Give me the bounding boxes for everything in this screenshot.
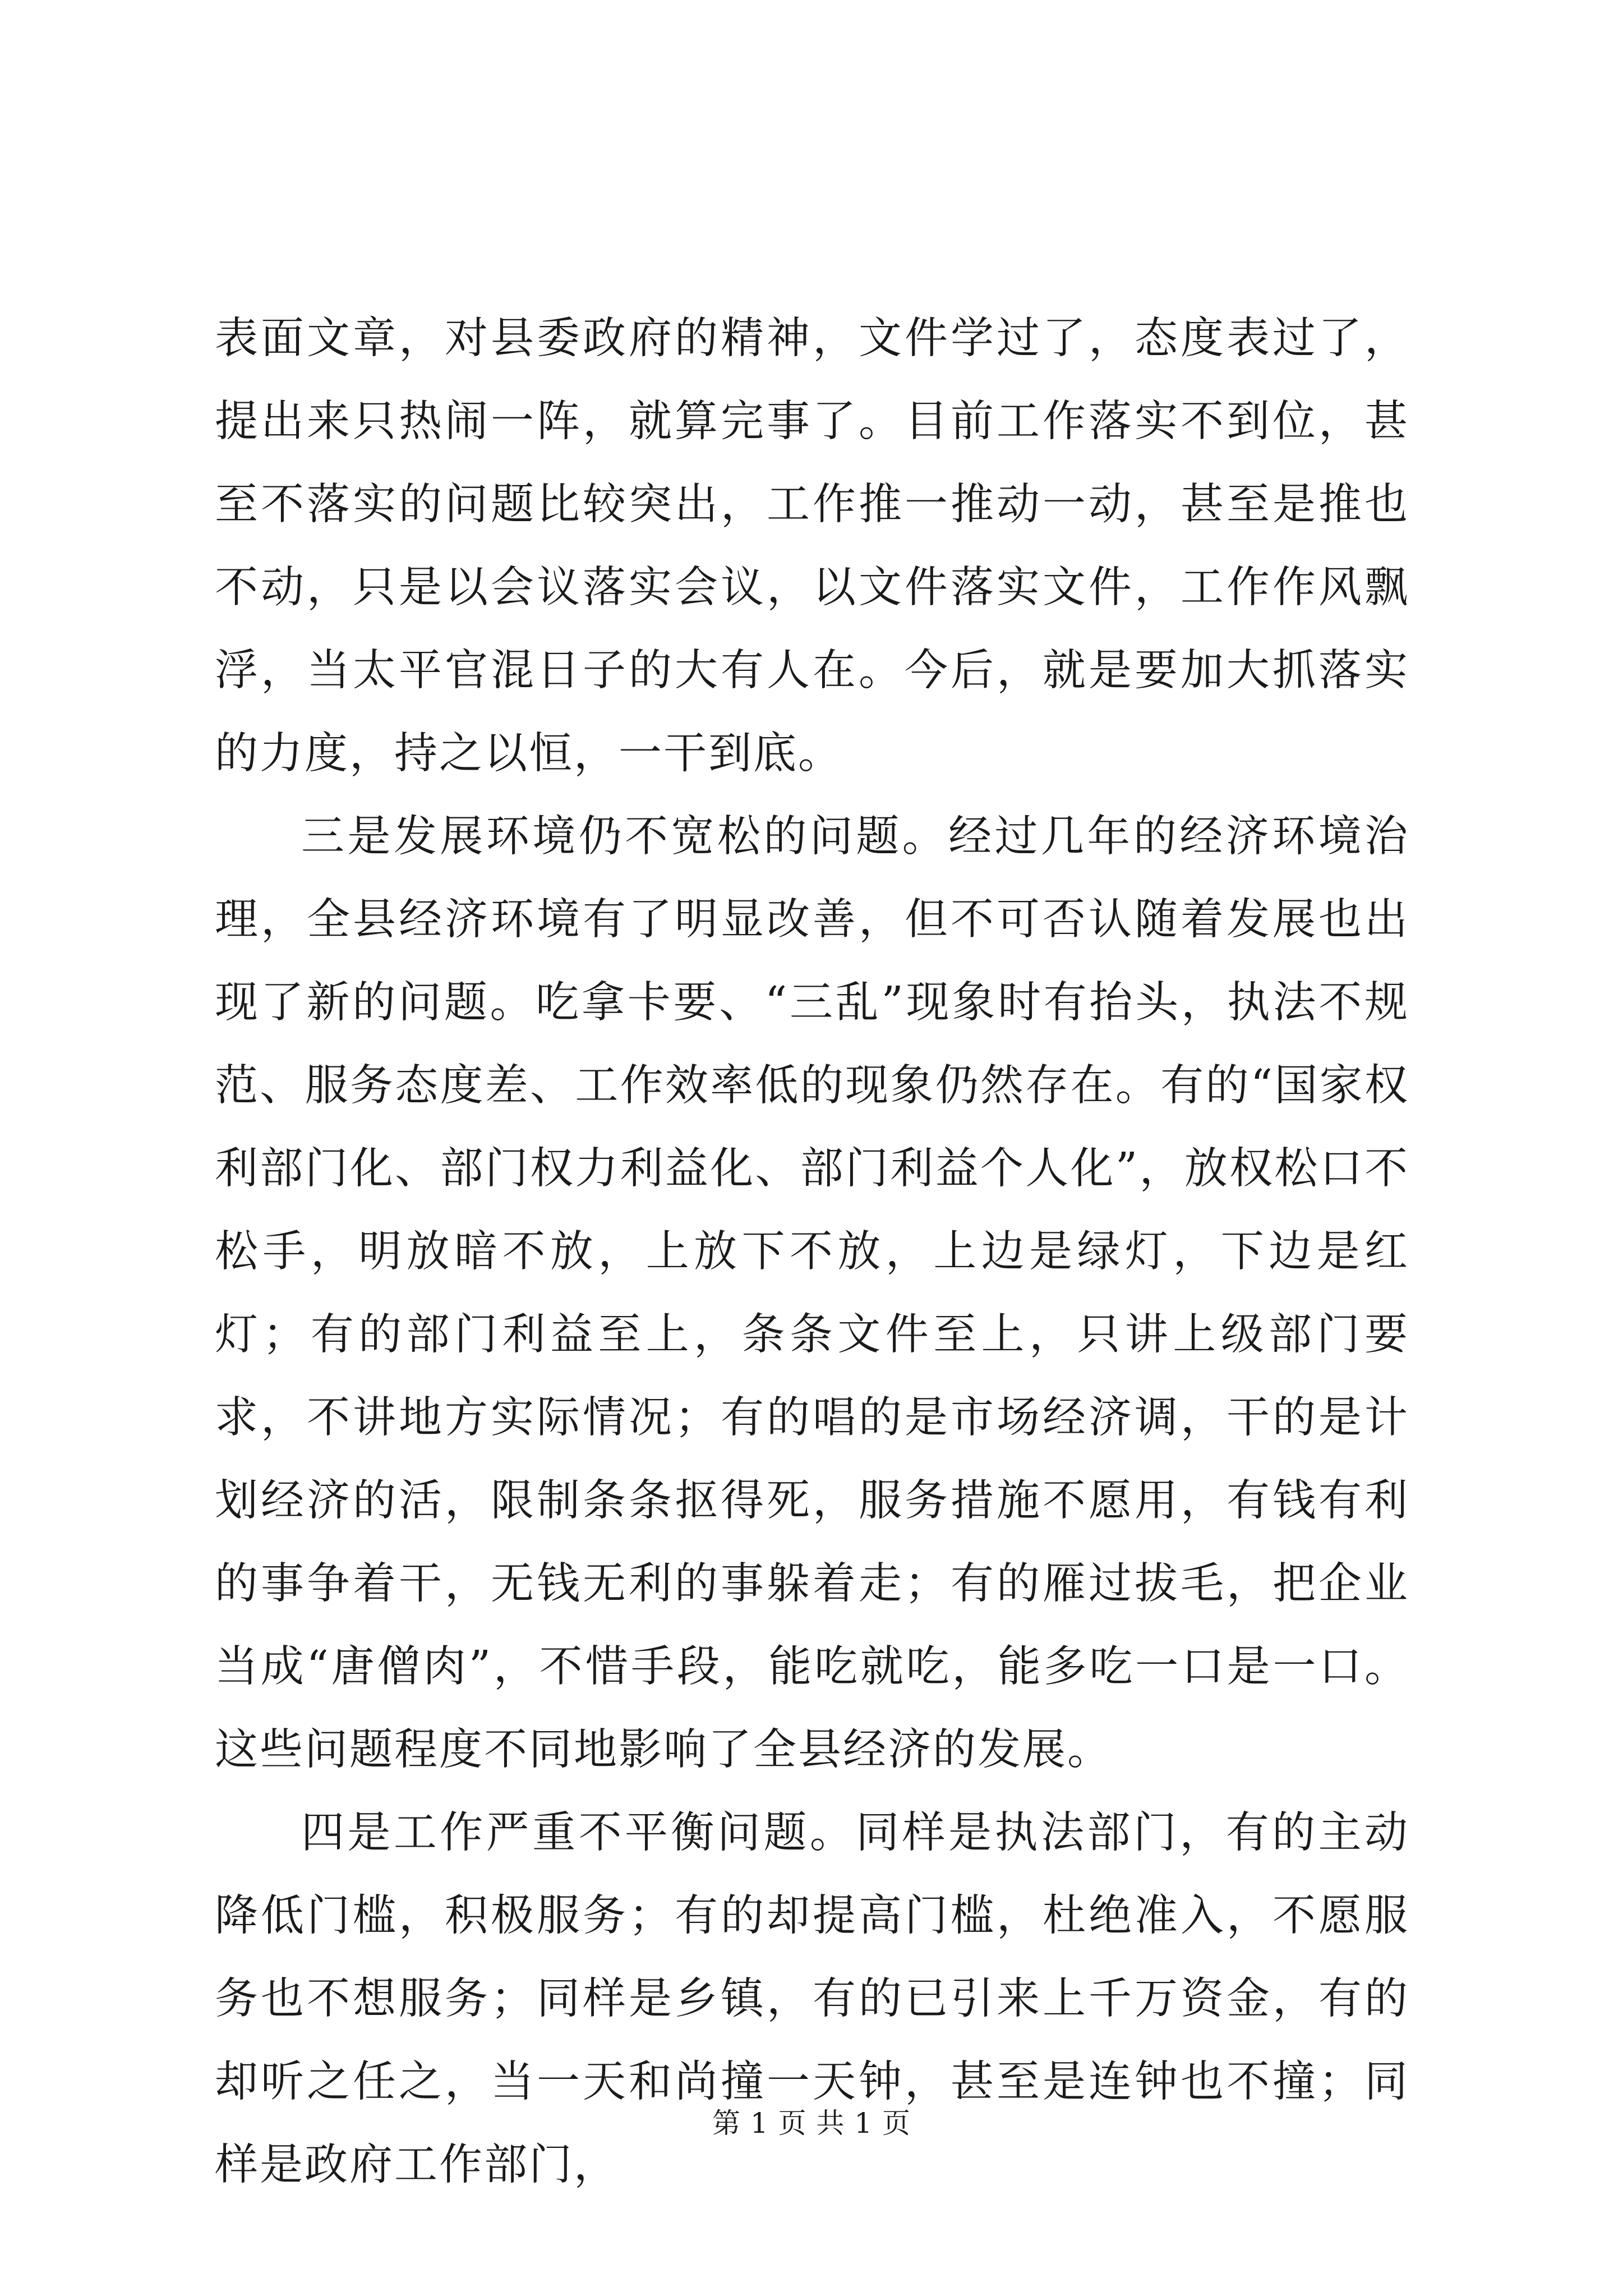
page-footer: 第 1 页 共 1 页 <box>712 2107 911 2139</box>
paragraph-development-environment: 三是发展环境仍不宽松的问题。经过几年的经济环境治理，全县经济环境有了明显改善，但不可否认随着发展也出现了新的问题。吃拿卡要、“三乱”现象时有抬头，执法不规范、服务态度差、工作效率低的现象仍然存在。有的“国家权利部门化、部门权力利益化、部门利益个人化”，放权松口不松手，明放暗不放，上放下不放，上边是绿灯，下边是红灯；有的部门利益至上，条条文件至上，只讲上级部门要求，不讲地方实际情况；有的唱的是市场经济调，干的是计划经济的活，限制条条抠得死，服务措施不愿用，有钱有利的事争着干，无钱无利的事躲着走；有的雁过拔毛，把企业当成“唐僧肉”，不惜手段，能吃就吃，能多吃一口是一口。这些问题程度不同地影响了全县经济的发展。 <box>215 812 1409 1775</box>
paragraph-continuation: 表面文章，对县委政府的精神，文件学过了，态度表过了，提出来只热闹一阵，就算完事了。目前工作落实不到位，甚至不落实的问题比较突出，工作推一推动一动，甚至是推也不动，只是以会议落实会议，以文件落实文件，工作作风飘浮，当太平官混日子的大有人在。今后，就是要加大抓落实的力度，持之以恒，一干到底。 <box>215 314 1409 779</box>
document-body <box>215 297 1409 2207</box>
paragraph-work-imbalance: 四是工作严重不平衡问题。同样是执法部门，有的主动降低门槛，积极服务；有的却提高门槛，杜绝准入，不愿服务也不想服务；同样是乡镇，有的已引来上千万资金，有的却听之任之，当一天和尚撞一天钟，甚至是连钟也不撞；同样是政府工作部门， <box>215 1808 1409 2190</box>
